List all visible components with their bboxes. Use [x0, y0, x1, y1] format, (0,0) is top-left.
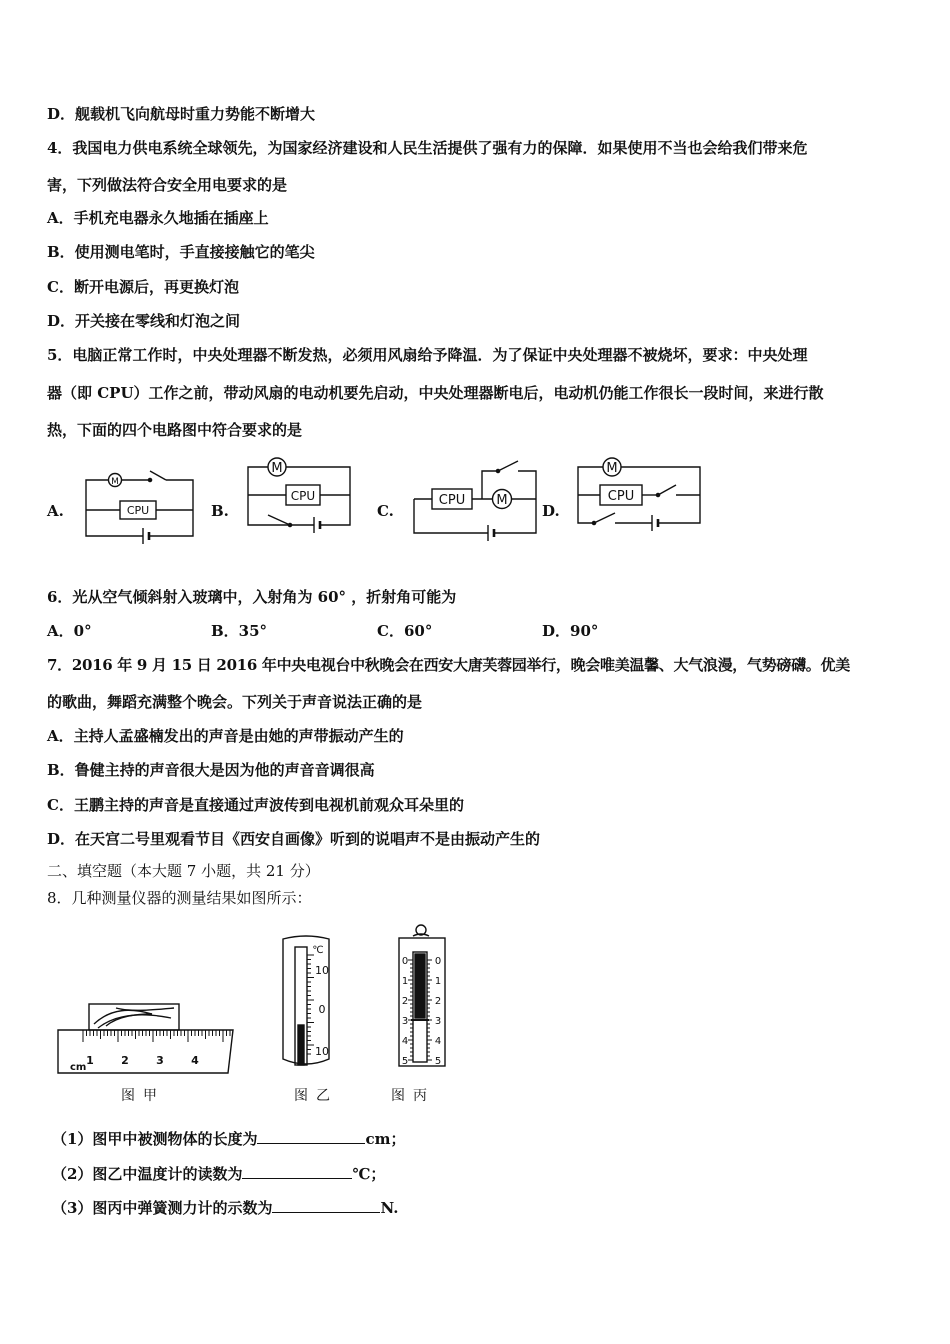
q4-option-d: D．开关接在零线和灯泡之间 — [47, 312, 241, 330]
spring-scale-right-label: 4 — [434, 1036, 442, 1047]
q7-stem-line1: 7．2016 年 9 月 15 日 2016 年中央电视台中秋晚会在西安大唐芙蓉园举行，晚会唯美温馨、大气浪漫，气势磅礴。优美 — [47, 656, 850, 674]
ruler-figure — [56, 1000, 236, 1075]
thermometer-label-0: 0 — [318, 1003, 326, 1016]
q5-option-a-label: A. — [47, 502, 64, 520]
caption-fig-b: 图乙 — [294, 1088, 338, 1104]
q5-option-c-label: C. — [377, 502, 394, 520]
q7-option-b: B．鲁健主持的声音很大是因为他的声音音调很高 — [47, 761, 375, 779]
q8-part3-unit: N. — [380, 1199, 399, 1217]
thermometer-figure — [275, 935, 337, 1075]
q7-option-c: C．王鹏主持的声音是直接通过声波传到电视机前观众耳朵里的 — [47, 796, 464, 814]
q8-part3-blank[interactable] — [272, 1198, 380, 1213]
spring-scale-right-label: 0 — [434, 956, 442, 967]
spring-scale-left-label: 5 — [401, 1056, 409, 1067]
q8-part2-blank[interactable] — [242, 1164, 352, 1179]
spring-scale-right-label: 1 — [434, 976, 442, 987]
circuit-d-cpu-label: CPU — [607, 489, 635, 504]
q8-part1-blank[interactable] — [257, 1129, 365, 1144]
circuit-b-diagram — [240, 455, 358, 541]
spring-scale-left-label: 1 — [401, 976, 409, 987]
q6-stem: 6．光从空气倾斜射入玻璃中，入射角为 60° ，折射角可能为 — [47, 588, 457, 606]
circuit-c-cpu-label: CPU — [438, 493, 466, 508]
spring-scale-left-label: 4 — [401, 1036, 409, 1047]
circuit-b-motor-label: M — [271, 461, 283, 476]
caption-fig-c: 图丙 — [391, 1088, 435, 1104]
spring-scale-right-label: 5 — [434, 1056, 442, 1067]
spring-scale-figure — [393, 922, 453, 1072]
spring-scale-right-label: 2 — [434, 996, 442, 1007]
spring-scale-left-label: 0 — [401, 956, 409, 967]
q8-part2 — [52, 1163, 385, 1184]
circuit-c-motor-label: M — [496, 493, 508, 508]
thermometer-label-10-top: 10 — [315, 964, 329, 977]
circuit-a-motor-label: M — [111, 477, 119, 487]
q5-option-b-label: B. — [211, 502, 229, 520]
circuit-a-diagram — [78, 464, 200, 544]
q8-part2-unit: ℃； — [352, 1165, 386, 1183]
spring-scale-right-label: 3 — [434, 1016, 442, 1027]
thermometer-unit: ℃ — [312, 945, 324, 956]
q8-part1-unit: cm； — [365, 1130, 406, 1148]
q7-stem-line2: 的歌曲，舞蹈充满整个晚会。下列关于声音说法正确的是 — [47, 693, 423, 711]
q6-option-c: C．60° — [377, 622, 433, 640]
circuit-a-cpu-label: CPU — [126, 504, 150, 517]
q7-option-d: D．在天宫二号里观看节目《西安自画像》听到的说唱声不是由振动产生的 — [47, 830, 541, 848]
q8-stem: 8．几种测量仪器的测量结果如图所示： — [47, 889, 312, 907]
spring-scale-left-label: 3 — [401, 1016, 409, 1027]
q4-option-b: B．使用测电笔时，手直接接触它的笔尖 — [47, 243, 315, 261]
q8-part3-text: （3）图丙中弹簧测力计的示数为 — [52, 1199, 273, 1217]
q4-stem-line1: 4．我国电力供电系统全球领先，为国家经济建设和人民生活提供了强有力的保障．如果使用不当也会给我们带来危 — [47, 139, 808, 157]
q7-option-a: A．主持人孟盛楠发出的声音是由她的声带振动产生的 — [47, 727, 404, 745]
spring-scale-pointer-bar — [415, 954, 425, 1018]
q4-option-c: C．断开电源后，再更换灯泡 — [47, 278, 239, 296]
caption-fig-a: 图甲 — [121, 1088, 165, 1104]
section-heading: 二、填空题（本大题 7 小题，共 21 分） — [47, 862, 320, 880]
circuit-d-diagram — [572, 455, 706, 541]
q8-part1 — [52, 1128, 405, 1149]
q4-option-a: A．手机充电器永久地插在插座上 — [47, 209, 269, 227]
q5-stem-line1: 5．电脑正常工作时，中央处理器不断发热，必须用风扇给予降温．为了保证中央处理器不被烧坏，要求：中央处理 — [47, 346, 808, 364]
thermometer-label-10-bottom: 10 — [315, 1045, 329, 1058]
circuit-b-cpu-label: CPU — [290, 489, 316, 503]
ruler-tick-1: 1 — [86, 1054, 94, 1067]
q6-option-b: B．35° — [211, 622, 268, 640]
q8-part2-text: （2）图乙中温度计的读数为 — [52, 1165, 243, 1183]
q5-stem-line3: 热，下面的四个电路图中符合要求的是 — [47, 421, 303, 439]
ruler-tick-3: 3 — [156, 1054, 164, 1067]
ruler-tick-2: 2 — [121, 1054, 129, 1067]
q4-stem-line2: 害，下列做法符合安全用电要求的是 — [47, 176, 288, 194]
thermometer-liquid — [298, 1025, 304, 1065]
spring-scale-left-label: 2 — [401, 996, 409, 1007]
q6-option-d: D．90° — [542, 622, 599, 640]
q5-option-d-label: D. — [542, 502, 560, 520]
q8-part1-text: （1）图甲中被测物体的长度为 — [52, 1130, 258, 1148]
q8-part3 — [52, 1197, 398, 1218]
circuit-d-motor-label: M — [606, 461, 618, 476]
ruler-unit-label: cm — [70, 1062, 87, 1073]
circuit-c-diagram — [408, 457, 543, 541]
q3-option-d: D．舰载机飞向航母时重力势能不断增大 — [47, 105, 316, 123]
q5-stem-line2: 器（即 CPU）工作之前，带动风扇的电动机要先启动，中央处理器断电后，电动机仍能工作很长一段时间，来进行散 — [47, 384, 824, 402]
ruler-tick-4: 4 — [191, 1054, 199, 1067]
q6-option-a: A．0° — [47, 622, 92, 640]
